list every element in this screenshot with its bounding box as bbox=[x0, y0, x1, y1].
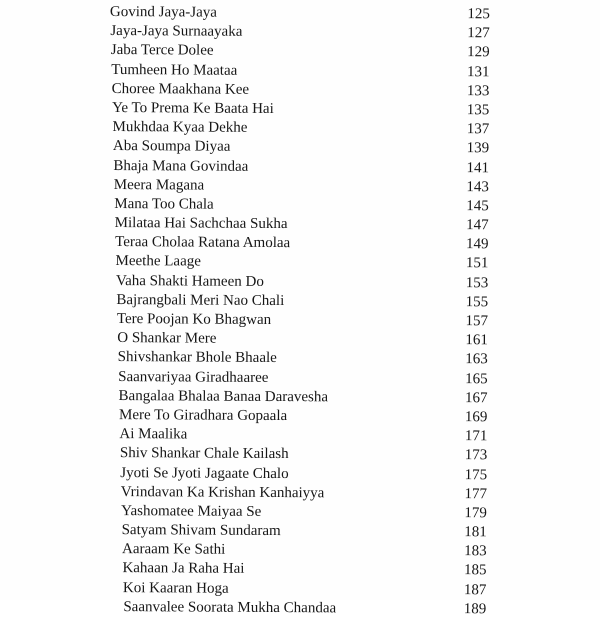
toc-entry-title: Bangalaa Bhalaa Banaa Daravesha bbox=[118, 387, 329, 406]
toc-entry-title: Meera Magana bbox=[113, 176, 205, 194]
toc-entry-page-number: 161 bbox=[465, 332, 488, 349]
toc-entry bbox=[109, 137, 489, 159]
toc-entry-title: O Shankar Mere bbox=[117, 330, 217, 347]
toc-entry bbox=[108, 233, 488, 255]
toc-entry-title: Govind Jaya-Jaya bbox=[109, 3, 218, 21]
toc-entry-page-number: 151 bbox=[465, 255, 489, 272]
toc-entry-page-number: 189 bbox=[463, 600, 487, 618]
toc-entry-title: Satyam Shivam Sundaram bbox=[121, 522, 281, 540]
toc-entry-page-number: 141 bbox=[466, 159, 490, 176]
toc-entry bbox=[107, 521, 487, 543]
toc-entry-page-number: 167 bbox=[465, 389, 488, 407]
toc-entry bbox=[108, 272, 488, 294]
toc-entry bbox=[109, 214, 489, 236]
toc-entry bbox=[108, 387, 488, 409]
toc-entry-title: Bajrangbali Meri Nao Chali bbox=[116, 291, 285, 309]
toc-entry bbox=[108, 252, 488, 274]
toc-entry-title: Saanvalee Soorata Mukha Chandaa bbox=[123, 598, 337, 617]
toc-entry bbox=[109, 176, 489, 198]
toc-entry-title: Mana Too Chala bbox=[114, 195, 214, 213]
toc-entry bbox=[109, 118, 489, 140]
toc-entry-title: Kahaan Ja Raha Hai bbox=[122, 560, 245, 578]
toc-entry bbox=[109, 156, 489, 178]
toc-entry bbox=[108, 329, 488, 351]
toc-entry bbox=[106, 559, 486, 581]
toc-entry-page-number: 133 bbox=[466, 82, 490, 100]
toc-entry bbox=[109, 99, 489, 121]
toc-entry bbox=[109, 195, 489, 217]
toc-entry-title: Saanvariyaa Giradhaaree bbox=[118, 368, 269, 386]
toc-entry bbox=[109, 80, 489, 102]
table-of-contents bbox=[106, 0, 490, 619]
toc-entry bbox=[107, 540, 487, 562]
toc-entry-page-number: 147 bbox=[466, 217, 489, 234]
toc-entry bbox=[107, 463, 487, 485]
toc-entry-page-number: 171 bbox=[464, 428, 488, 445]
toc-entry bbox=[110, 41, 490, 63]
toc-entry-page-number: 129 bbox=[467, 44, 490, 61]
toc-entry-page-number: 157 bbox=[465, 313, 489, 330]
toc-entry bbox=[107, 483, 487, 505]
toc-entry-title: Mukhdaa Kyaa Dekhe bbox=[112, 119, 248, 136]
toc-entry-title: Mere To Giradhara Gopaala bbox=[118, 407, 288, 425]
toc-entry-page-number: 143 bbox=[466, 178, 489, 196]
toc-entry-page-number: 177 bbox=[464, 485, 488, 502]
toc-entry-title: Aaraam Ke Sathi bbox=[121, 541, 226, 558]
toc-entry-title: Ye To Prema Ke Baata Hai bbox=[112, 99, 274, 117]
toc-entry-title: Bhaja Mana Govindaa bbox=[113, 157, 249, 175]
toc-entry-page-number: 127 bbox=[467, 25, 490, 42]
toc-entry-title: Choree Maakhana Kee bbox=[111, 80, 250, 98]
toc-entry bbox=[107, 406, 487, 428]
toc-entry bbox=[106, 579, 486, 601]
toc-entry bbox=[110, 61, 490, 83]
toc-entry bbox=[108, 348, 488, 370]
toc-entry bbox=[107, 502, 487, 524]
toc-entry-title: Ai Maalika bbox=[119, 426, 188, 443]
toc-entry-page-number: 163 bbox=[465, 351, 488, 368]
toc-entry bbox=[110, 3, 490, 25]
toc-entry-page-number: 125 bbox=[467, 6, 490, 23]
toc-entry-page-number: 139 bbox=[466, 140, 490, 157]
toc-entry-page-number: 185 bbox=[463, 562, 487, 579]
toc-entry-page-number: 169 bbox=[464, 409, 488, 426]
toc-entry-page-number: 183 bbox=[464, 543, 487, 560]
toc-entry bbox=[107, 444, 487, 466]
toc-entry-title: Shiv Shankar Chale Kailash bbox=[119, 445, 289, 463]
toc-entry-title: Yashomatee Maiyaa Se bbox=[121, 502, 262, 520]
toc-entry-title: Aba Soumpa Diyaa bbox=[112, 138, 231, 156]
toc-entry-title: Teraa Cholaa Ratana Amolaa bbox=[115, 234, 291, 252]
toc-entry-title: Milataa Hai Sachchaa Sukha bbox=[114, 215, 288, 233]
toc-entry-page-number: 131 bbox=[467, 63, 490, 80]
toc-entry-title: Shivshankar Bhole Bhaale bbox=[117, 349, 277, 367]
toc-entry-title: Meethe Laage bbox=[115, 253, 201, 270]
toc-entry-page-number: 153 bbox=[465, 274, 489, 291]
toc-entry bbox=[108, 291, 488, 313]
toc-entry-title: Vaha Shakti Hameen Do bbox=[115, 272, 264, 290]
toc-entry-title: Jyoti Se Jyoti Jagaate Chalo bbox=[120, 464, 289, 482]
toc-entry-page-number: 181 bbox=[464, 524, 487, 541]
toc-entry-page-number: 145 bbox=[466, 198, 489, 215]
toc-entry-page-number: 165 bbox=[465, 370, 488, 387]
toc-entry-page-number: 149 bbox=[465, 236, 489, 253]
toc-entry bbox=[107, 425, 487, 447]
toc-entry-title: Jaya-Jaya Surnaayaka bbox=[110, 23, 243, 40]
toc-entry-page-number: 155 bbox=[465, 293, 489, 311]
toc-entry-title: Koi Kaaran Hoga bbox=[122, 579, 229, 597]
toc-entry-page-number: 175 bbox=[464, 466, 488, 483]
toc-entry bbox=[108, 310, 488, 332]
toc-entry-title: Jaba Terce Dolee bbox=[110, 42, 214, 60]
toc-entry-page-number: 187 bbox=[463, 581, 487, 598]
toc-entry-page-number: 135 bbox=[466, 102, 490, 119]
toc-entry-page-number: 137 bbox=[466, 121, 490, 138]
toc-entry-title: Vrindavan Ka Krishan Kanhaiyya bbox=[120, 483, 325, 502]
toc-entry bbox=[108, 368, 488, 390]
toc-entry bbox=[110, 22, 490, 44]
toc-entry-title: Tumheen Ho Maataa bbox=[111, 61, 238, 79]
toc-entry-page-number: 173 bbox=[464, 447, 488, 464]
toc-entry-title: Tere Poojan Ko Bhagwan bbox=[116, 311, 272, 328]
toc-entry bbox=[106, 598, 486, 619]
toc-entry-page-number: 179 bbox=[464, 505, 487, 522]
